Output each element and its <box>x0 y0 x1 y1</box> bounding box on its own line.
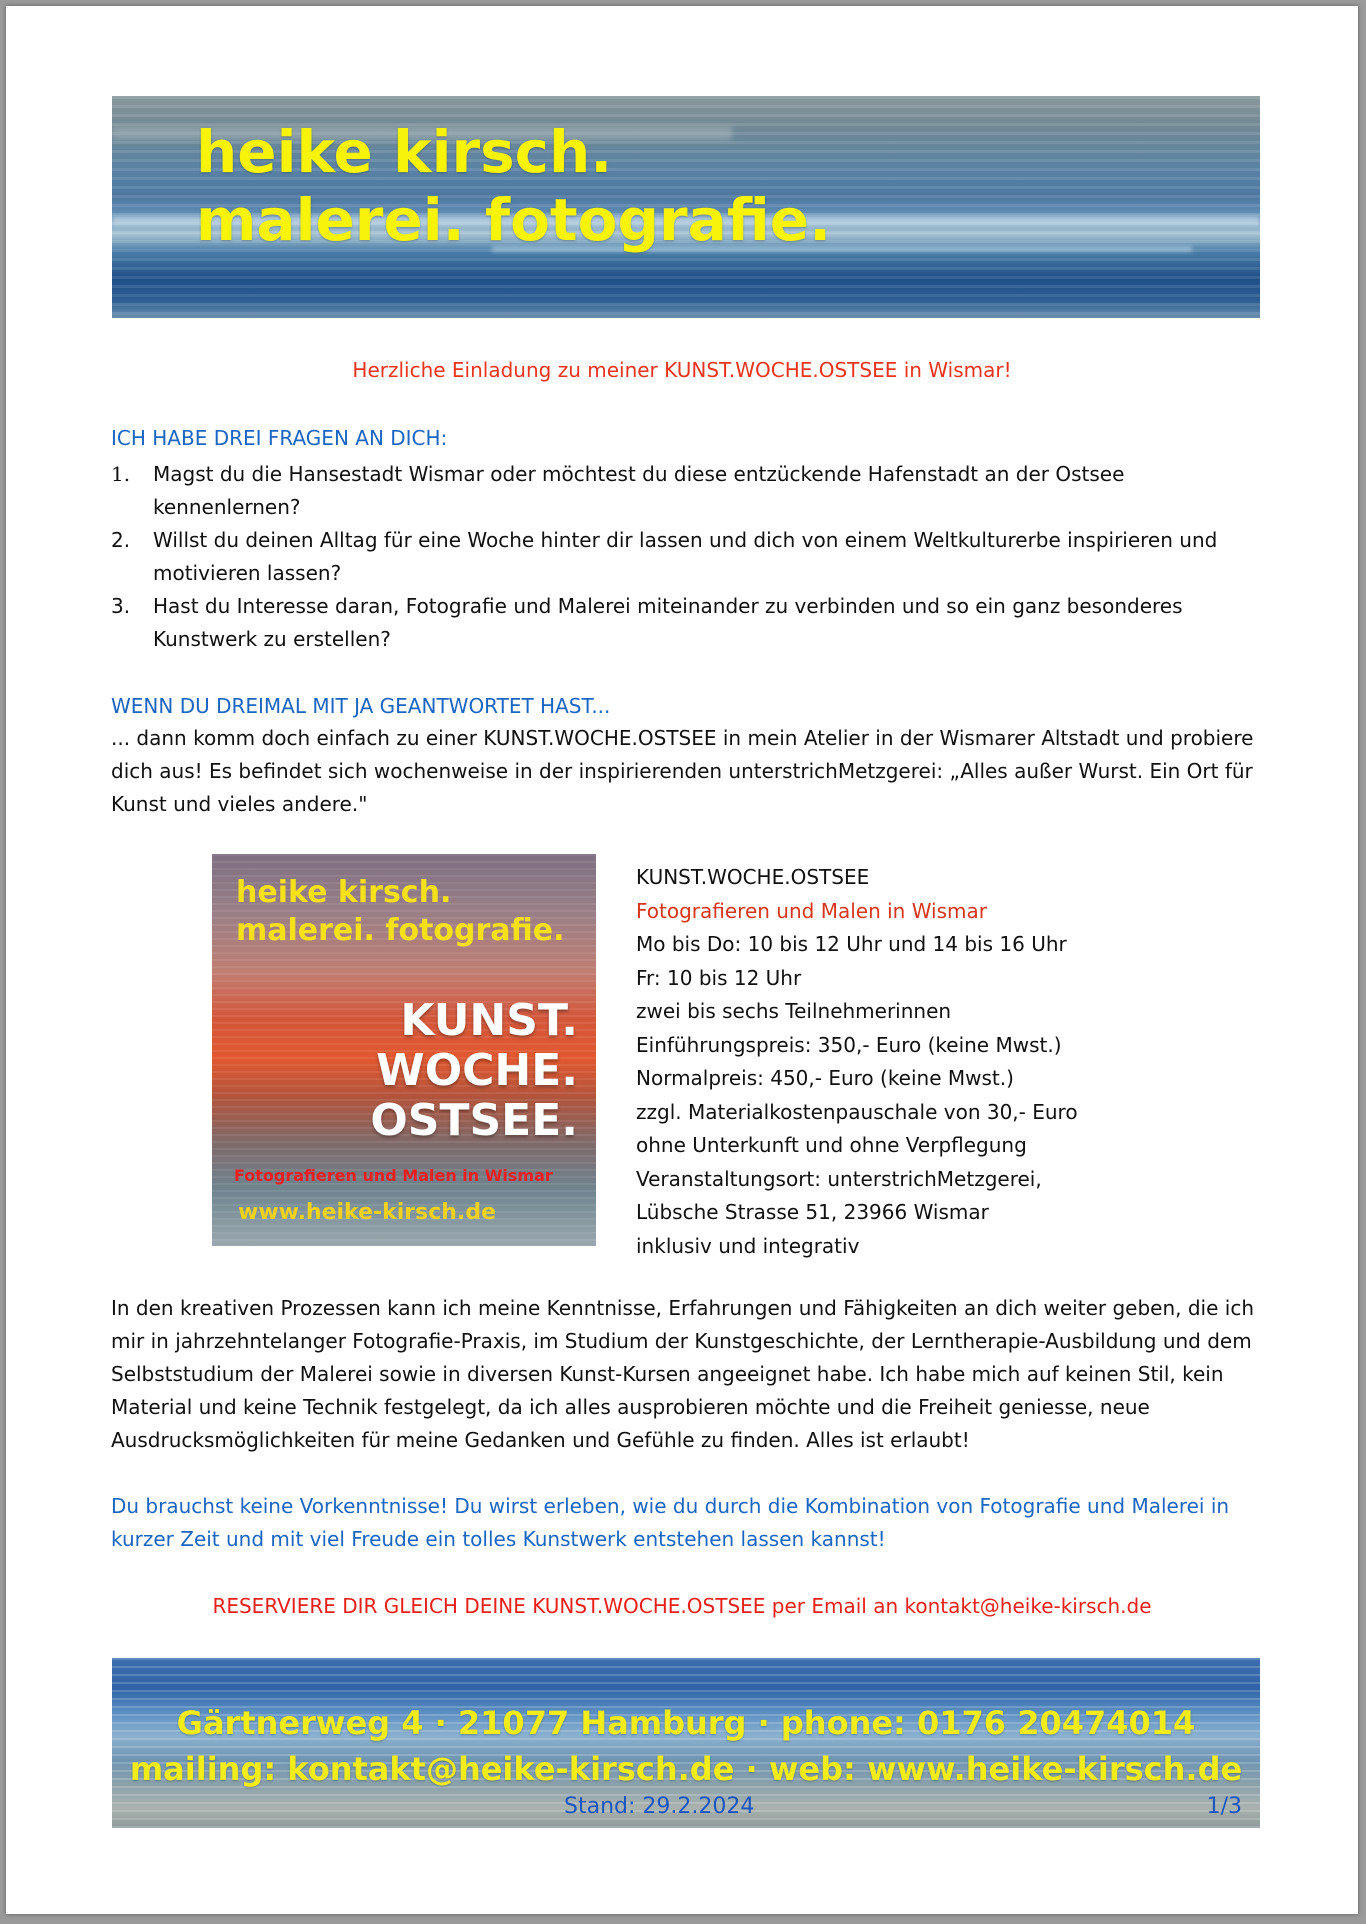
reservation-line: RESERVIERE DIR GLEICH DEINE KUNST.WOCHE.OSTSEE per Email an kontakt@heike-kirsch.de <box>212 1594 1152 1618</box>
poster-title-line2: malerei. fotografie. <box>236 913 565 948</box>
event-info-line: Einführungspreis: 350,- Euro (keine Mwst.) <box>636 1032 1062 1057</box>
question-item <box>111 524 1271 590</box>
header-title-line1: heike kirsch. <box>196 118 613 186</box>
event-info-line: Mo bis Do: 10 bis 12 Uhr und 14 bis 16 Uhr <box>636 932 1067 956</box>
question-text: Hast du Interesse daran, Fotografie und Malerei miteinander zu verbinden und so ein ganz besonderes Kunstwerk zu erstellen? <box>153 594 1183 651</box>
header-title <box>196 118 831 254</box>
footer-contact: mailing: kontakt@heike-kirsch.de · web: www.heike-kirsch.de <box>129 1750 1243 1788</box>
event-info-line: Lübsche Strasse 51, 23966 Wismar <box>636 1200 989 1224</box>
question-item <box>111 590 1271 656</box>
event-info-line: inklusiv und integrativ <box>636 1233 860 1258</box>
answer-heading: WENN DU DREIMAL MIT JA GEANTWORTET HAST... <box>111 694 611 718</box>
questions-heading: ICH HABE DREI FRAGEN AN DICH: <box>111 426 448 450</box>
event-info-line: Normalpreis: 450,- Euro (keine Mwst.) <box>636 1066 1014 1090</box>
question-number: 2. <box>111 528 131 552</box>
footer-address: Gärtnerweg 4 · 21077 Hamburg · phone: 0176 20474014 <box>176 1704 1196 1742</box>
questions-list <box>111 458 1271 656</box>
event-title: KUNST.WOCHE.OSTSEE <box>636 865 870 889</box>
poster-title <box>236 874 565 950</box>
poster-website: www.heike-kirsch.de <box>238 1200 496 1225</box>
question-number: 1. <box>111 462 131 486</box>
poster-title-line1: heike kirsch. <box>236 875 452 910</box>
poster-big-line: KUNST. <box>400 995 578 1046</box>
question-number: 3. <box>111 594 131 618</box>
event-info-block <box>636 861 1078 1263</box>
poster-big-line: WOCHE. <box>376 1045 578 1096</box>
poster-event-name <box>370 996 578 1146</box>
question-item <box>111 458 1271 524</box>
header-title-line2: malerei. fotografie. <box>196 186 832 254</box>
question-text: Magst du die Hansestadt Wismar oder möchtest du diese entzückende Hafenstadt an der Ostsee kennenlernen? <box>153 462 1125 519</box>
poster-big-line: OSTSEE. <box>370 1095 578 1146</box>
footer-date: Stand: 29.2.2024 <box>564 1794 755 1819</box>
event-info-line: zzgl. Materialkostenpauschale von 30,- Euro <box>636 1099 1078 1124</box>
event-subtitle: Fotografieren und Malen in Wismar <box>636 898 987 923</box>
document-page <box>6 6 1358 1914</box>
event-info-line: Veranstaltungsort: unterstrichMetzgerei, <box>636 1166 1042 1191</box>
event-info-line: Fr: 10 bis 12 Uhr <box>636 965 802 990</box>
question-text: Willst du deinen Alltag für eine Woche hinter dir lassen und dich von einem Weltkulturerbe inspirieren und motivieren lassen? <box>153 528 1218 585</box>
event-info-line: ohne Unterkunft und ohne Verpflegung <box>636 1133 1027 1157</box>
answer-paragraph: ... dann komm doch einfach zu einer KUNST.WOCHE.OSTSEE in mein Atelier in der Wismarer Altstadt und probiere dich aus! Es befindet sich wochenweise in der inspirierenden unterstrichMetzgerei: „Alles außer Wurst. Ein Ort für Kunst und vieles andere." <box>111 726 1254 816</box>
event-poster-image <box>212 854 596 1246</box>
invitation-line: Herzliche Einladung zu meiner KUNST.WOCHE.OSTSEE in Wismar! <box>352 358 1012 382</box>
event-info-line: zwei bis sechs Teilnehmerinnen <box>636 999 952 1023</box>
no-experience-note: Du brauchst keine Vorkenntnisse! Du wirst erleben, wie du durch die Kombination von Fotografie und Malerei in kurzer Zeit und mit viel Freude ein tolles Kunstwerk entstehen lassen kannst! <box>111 1494 1230 1551</box>
header-banner <box>112 96 1260 318</box>
poster-subtitle: Fotografieren und Malen in Wismar <box>234 1166 553 1185</box>
footer-banner <box>112 1658 1260 1828</box>
page-number: 1/3 <box>1206 1794 1242 1819</box>
process-paragraph: In den kreativen Prozessen kann ich meine Kenntnisse, Erfahrungen und Fähigkeiten an dich weiter geben, die ich mir in jahrzehntelanger Fotografie-Praxis, im Studium der Kunstgeschichte, der Lerntherapie-Ausbildung und dem Selbststudium der Malerei sowie in diversen Kunst-Kursen angeeignet habe. Ich habe mich auf keinen Stil, kein Material und keine Technik festgelegt, da ich alles ausprobieren möchte und die Freiheit geniesse, neue Ausdrucksmöglichkeiten für meine Gedanken und Gefühle zu finden. Alles ist erlaubt! <box>111 1296 1254 1452</box>
